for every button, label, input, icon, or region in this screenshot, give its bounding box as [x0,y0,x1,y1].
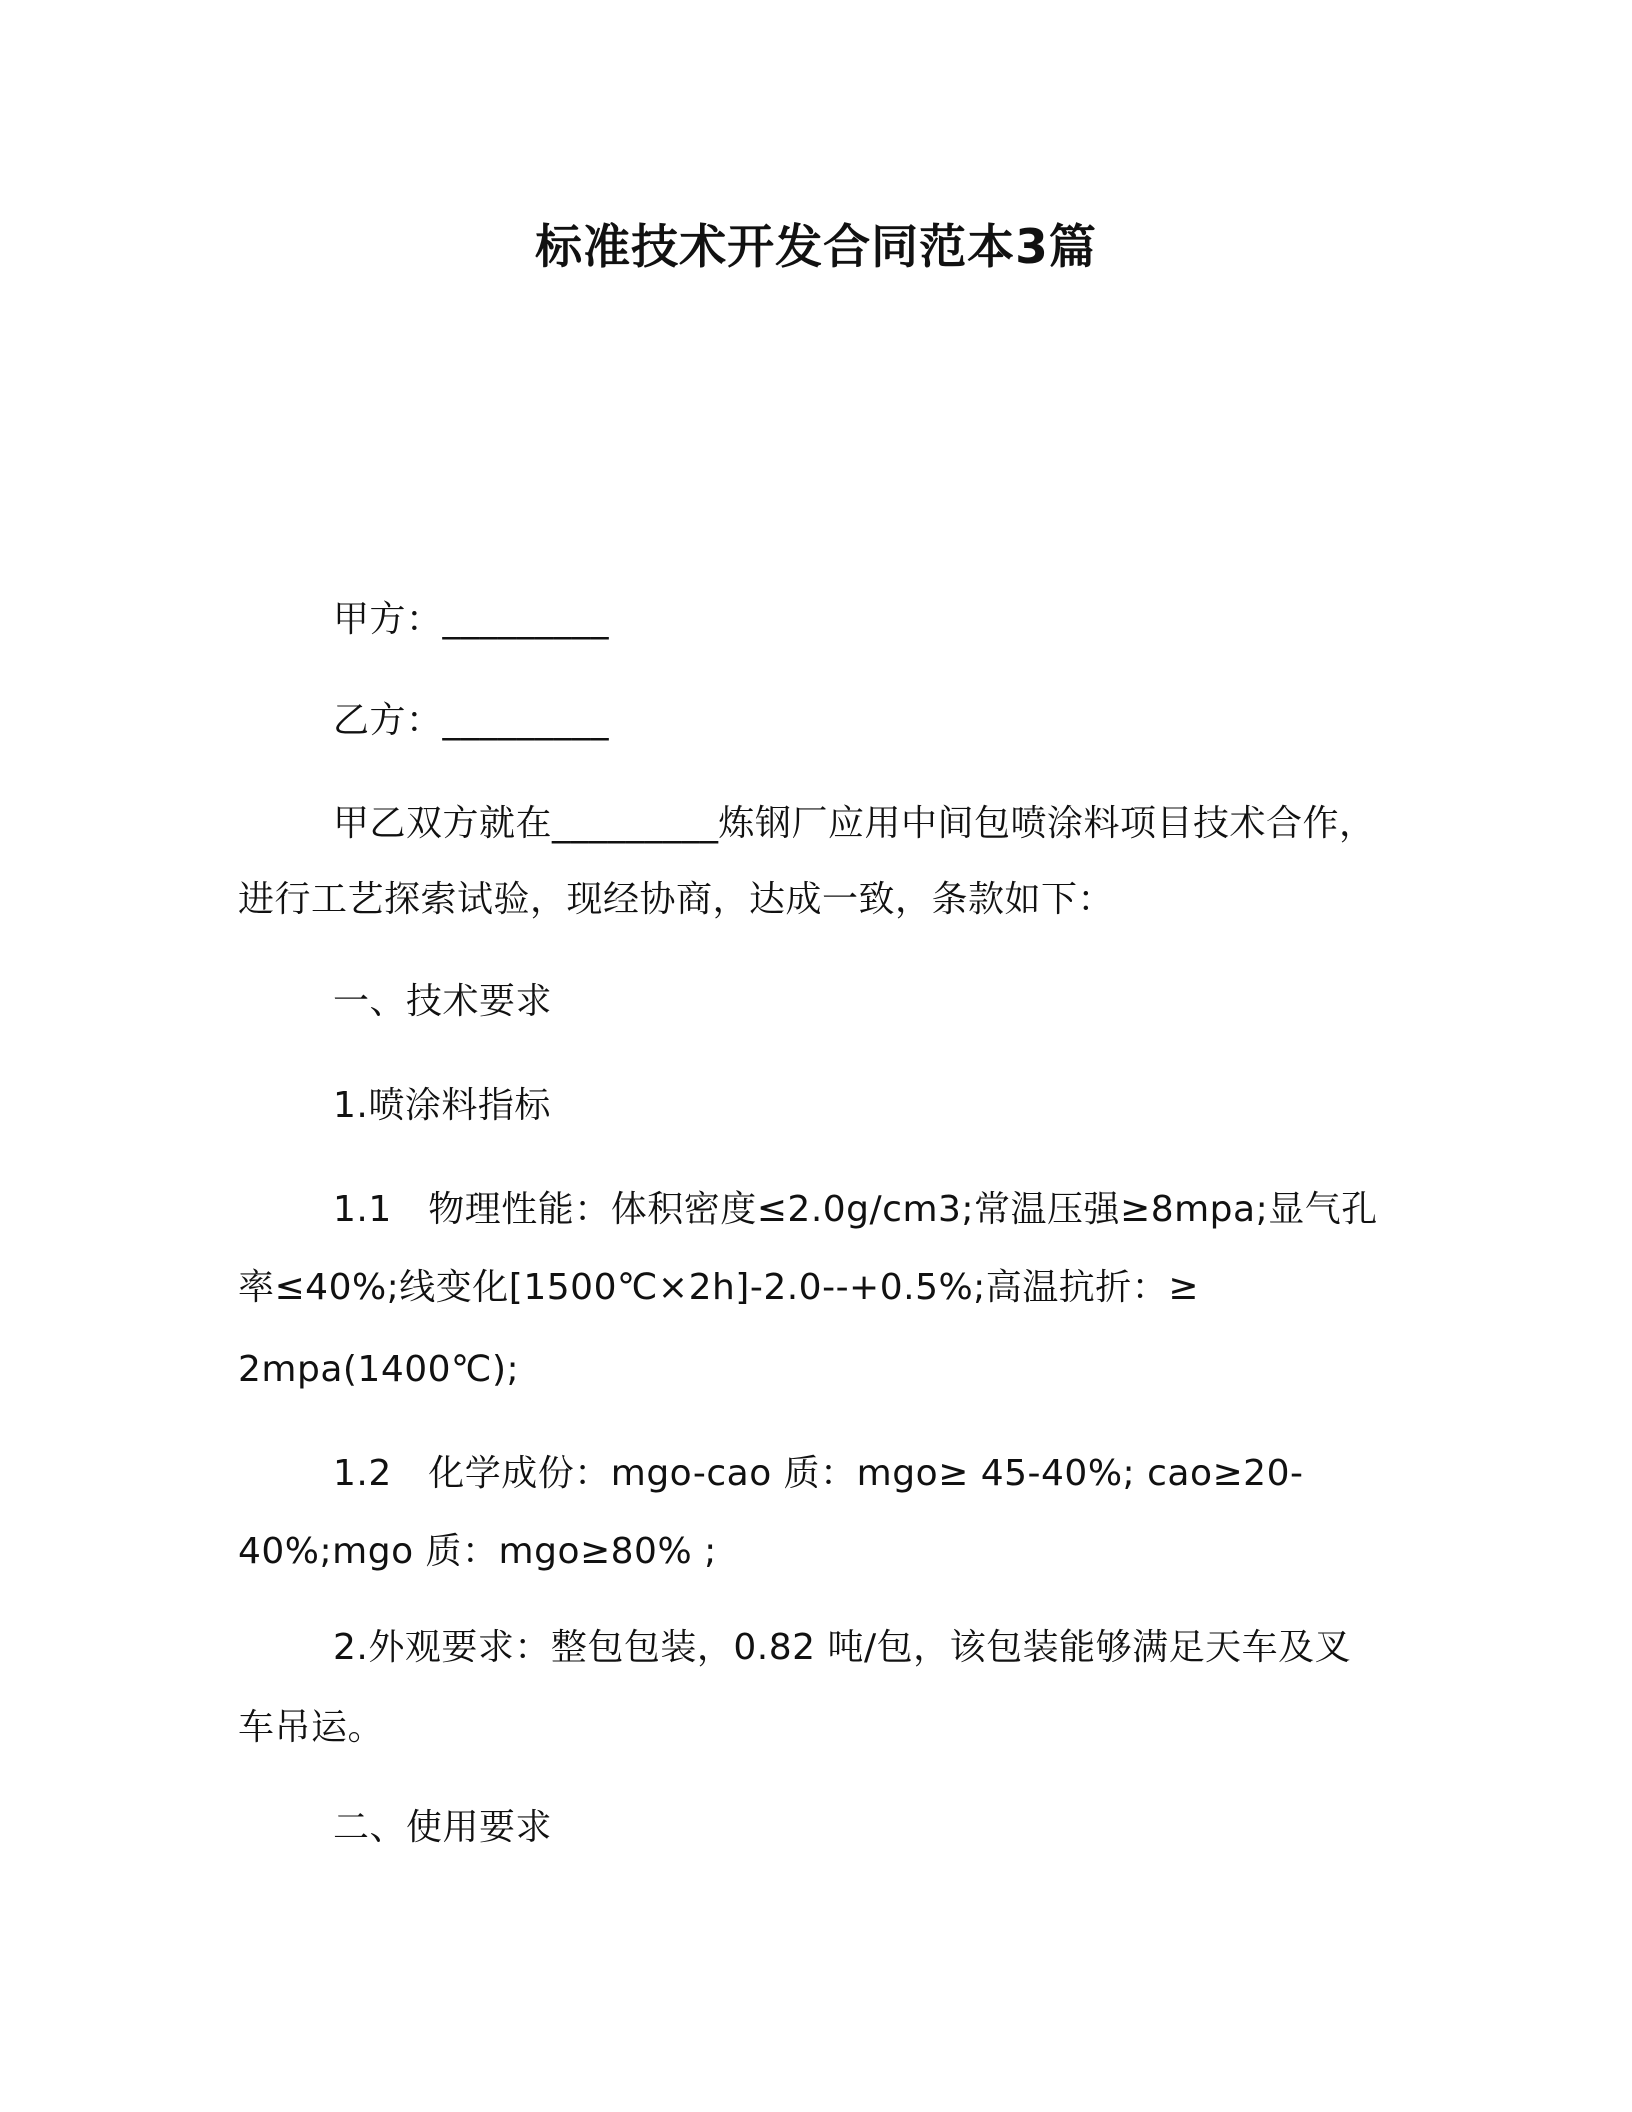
paragraph-line: 甲乙双方就在_________炼钢厂应用中间包喷涂料项目技术合作， [333,803,1376,844]
paragraph-line: 率≤40%;线变化[1500℃×2h]-2.0--+0.5%;高温抗折：≥ [238,1267,1199,1308]
paragraph-line: 进行工艺探索试验，现经协商，达成一致，条款如下： [238,879,1115,920]
section-heading: 二、使用要求 [333,1807,553,1848]
paragraph-line: 1.1 物理性能：体积密度≤2.0g/cm3;常温压强≥8mpa;显气孔 [333,1189,1378,1230]
paragraph-line: 1.2 化学成份：mgo-cao 质：mgo≥ 45-40%; cao≥20- [333,1453,1304,1494]
subsection-heading: 1.喷涂料指标 [333,1085,551,1126]
section-heading: 一、技术要求 [333,981,553,1022]
party-a-line: 甲方：_________ [333,599,610,640]
document-title: 标准技术开发合同范本3篇 [535,220,1097,275]
paragraph-line: 2mpa(1400℃); [238,1349,520,1390]
party-b-line: 乙方：_________ [333,700,610,741]
paragraph-line: 车吊运。 [238,1707,385,1748]
paragraph-line: 2.外观要求：整包包装，0.82 吨/包，该包装能够满足天车及叉 [333,1627,1352,1668]
paragraph-line: 40%;mgo 质：mgo≥80% ; [238,1531,717,1572]
